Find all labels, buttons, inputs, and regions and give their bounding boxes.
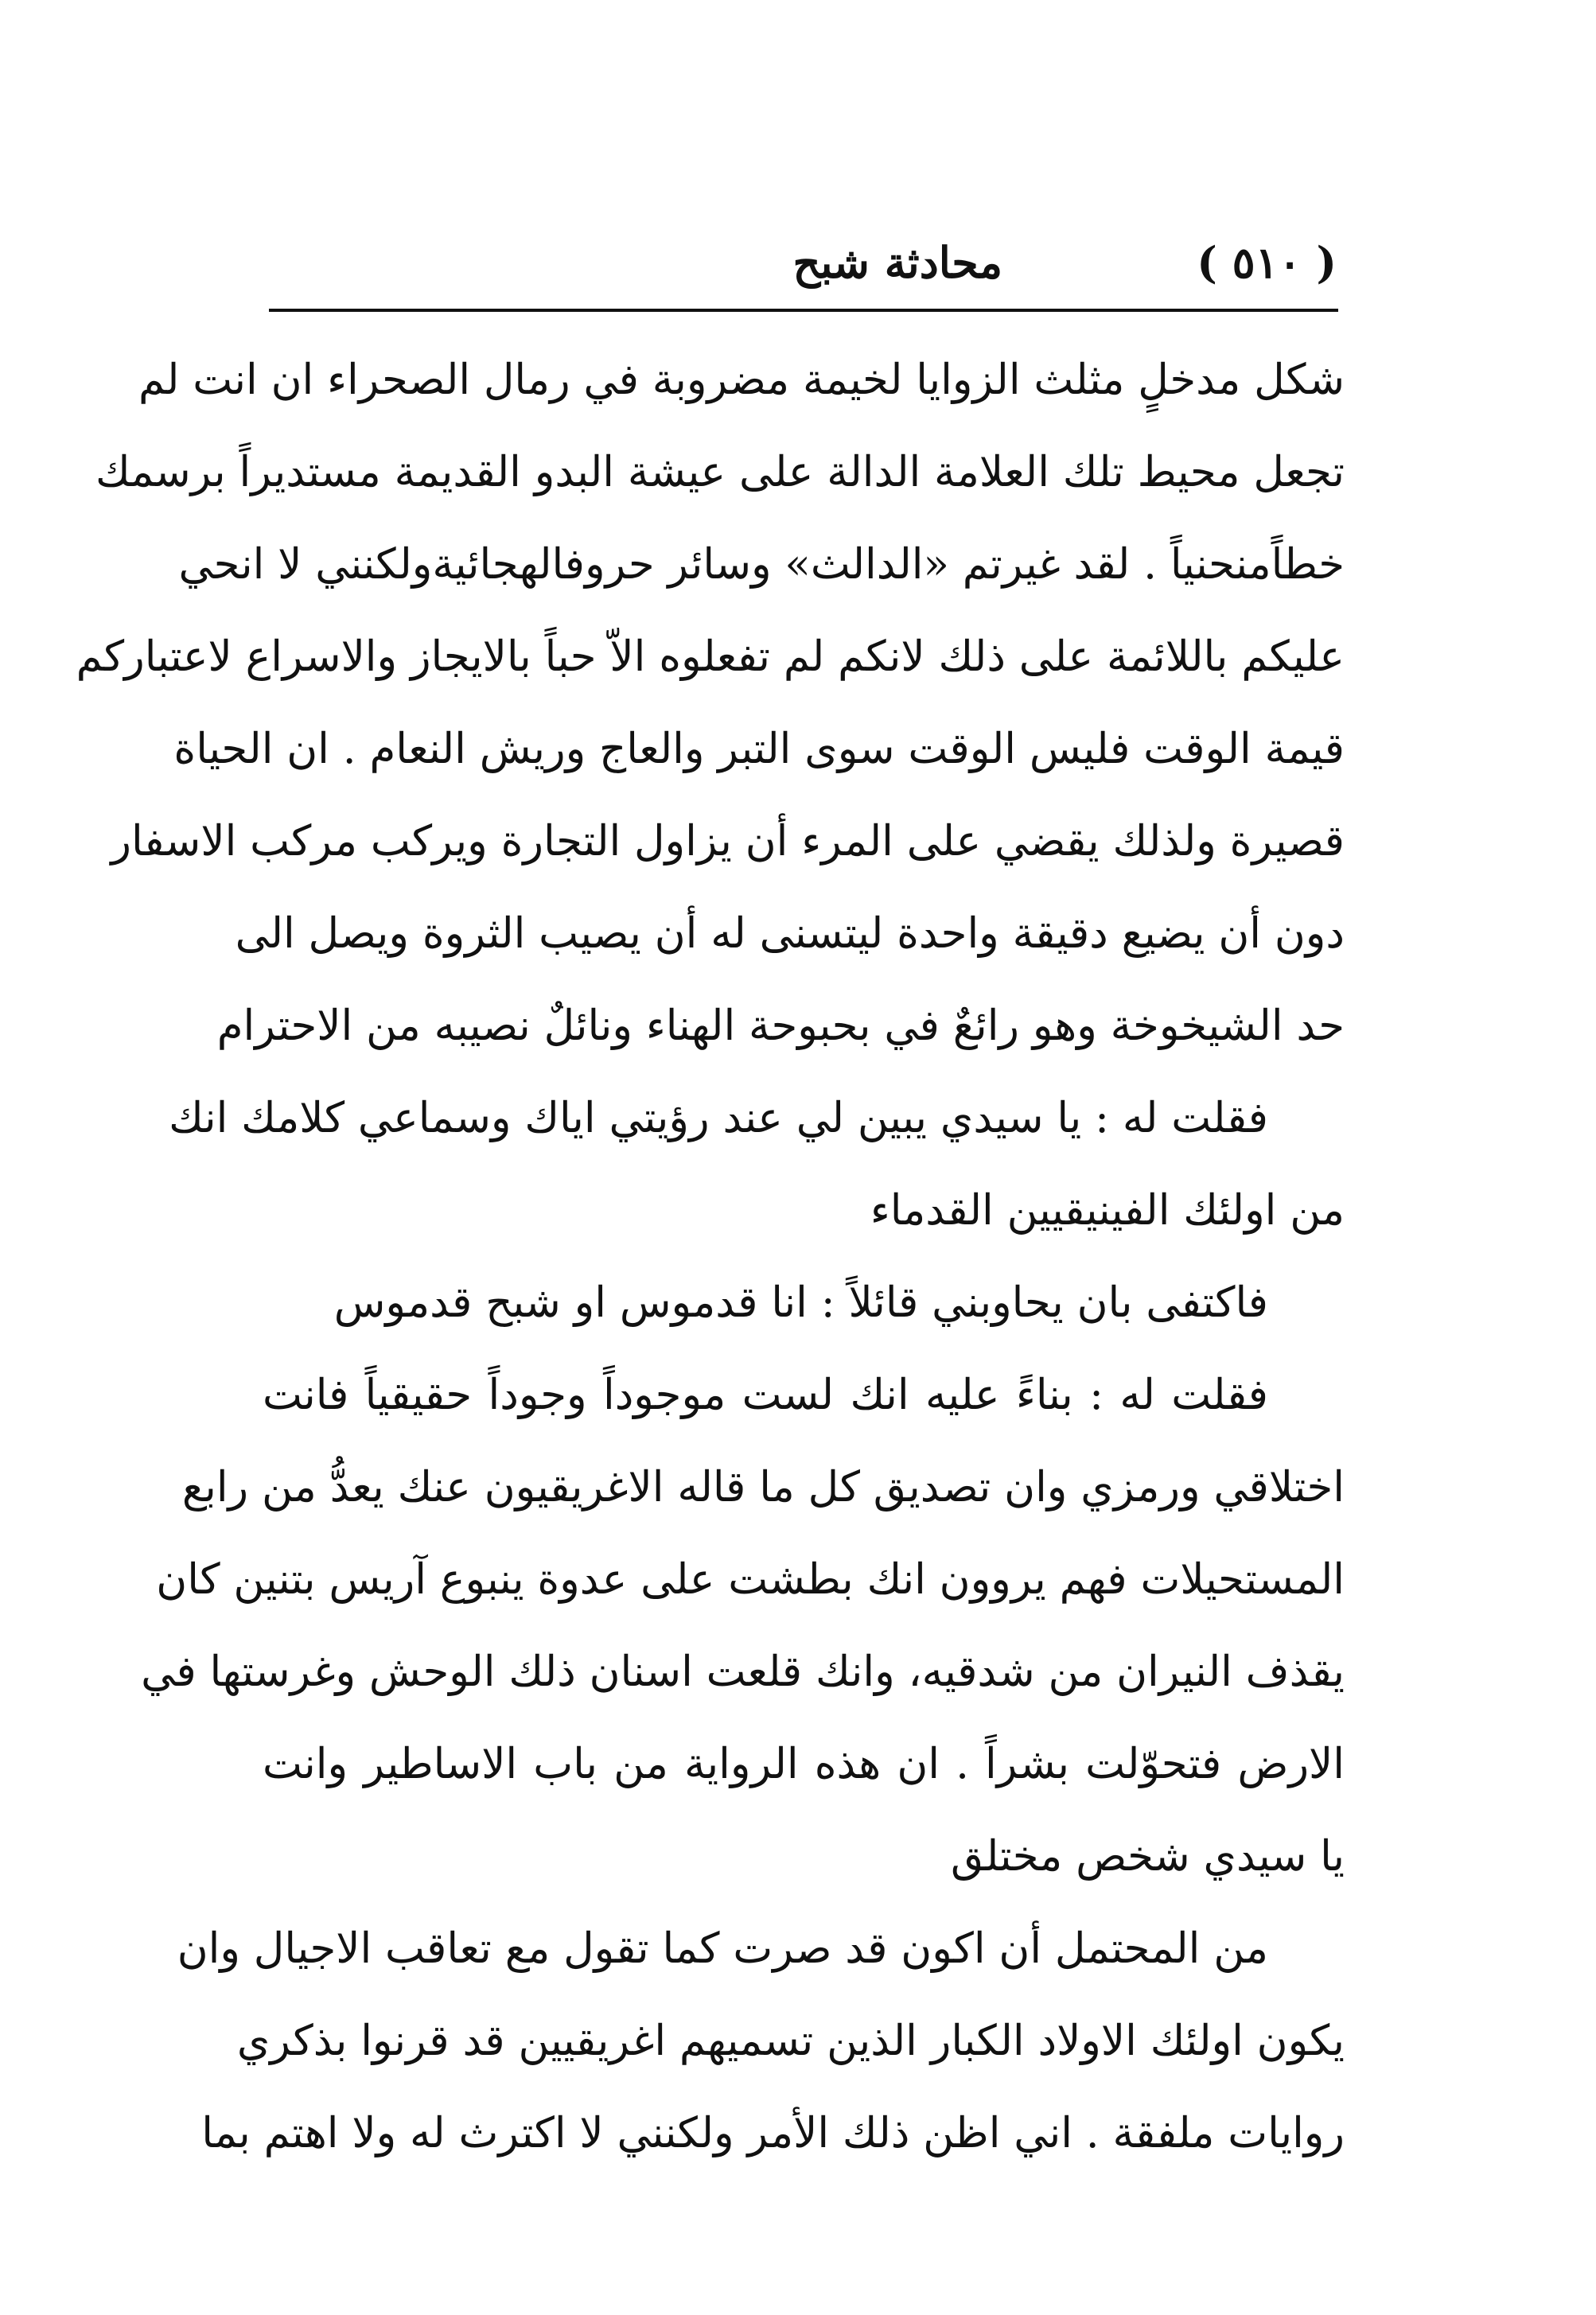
running-title: محادثة شبح — [792, 237, 1002, 288]
text-line: فقلت له : يا سيدي يبين لي عند رؤيتي اياك وسماعي كلامك انك — [169, 1094, 1268, 1142]
text-line: الارض فتحوّلت بشراً . ان هذه الرواية من باب الاساطير وانت — [263, 1740, 1345, 1788]
page-header — [271, 231, 1337, 294]
page-number: ( ٥١٠ ) — [1197, 237, 1337, 288]
body-text — [76, 334, 1345, 2180]
text-line: خطاًمنحنياً . لقد غيرتم «الدالث» وسائر حروفالهجائيةولكنني لا انحي — [178, 540, 1345, 589]
text-line: عليكم باللائمة على ذلك لانكم لم تفعلوه الاّ حباً بالايجاز والاسراع لاعتباركم — [76, 632, 1345, 681]
text-line: قيمة الوقت فليس الوقت سوى التبر والعاج وريش النعام . ان الحياة — [173, 725, 1345, 773]
text-line: اختلاقي ورمزي وان تصديق كل ما قاله الاغريقيون عنك يعدُّ من رابع — [181, 1463, 1345, 1512]
text-line: قصيرة ولذلك يقضي على المرء أن يزاول التجارة ويركب مركب الاسفار — [111, 817, 1345, 866]
text-line: تجعل محيط تلك العلامة الدالة على عيشة البدو القديمة مستديراً برسمك — [95, 448, 1345, 496]
text-line: روايات ملفقة . اني اظن ذلك الأمر ولكنني لا اكترث له ولا اهتم بما — [201, 2109, 1345, 2157]
text-line: من المحتمل أن اكون قد صرت كما تقول مع تعاقب الاجيال وان — [177, 1924, 1268, 1973]
text-line: فاكتفى بان يحاوبني قائلاً : انا قدموس او شبح قدموس — [333, 1278, 1268, 1327]
text-line: حد الشيخوخة وهو رائعٌ في بحبوحة الهناء ونائلٌ نصيبه من الاحترام — [216, 1002, 1345, 1050]
text-line: المستحيلات فهم يروون انك بطشت على عدوة ينبوع آريس بتنين كان — [156, 1555, 1345, 1604]
text-line: يا سيدي شخص مختلق — [950, 1832, 1345, 1881]
text-line: يكون اولئك الاولاد الكبار الذين تسميهم اغريقيين قد قرنوا بذكري — [236, 2017, 1345, 2065]
text-line: من اولئك الفينيقيين القدماء — [870, 1186, 1345, 1235]
header-rule — [269, 309, 1338, 312]
text-line: شكل مدخلٍ مثلث الزوايا لخيمة مضروبة في رمال الصحراء ان انت لم — [138, 356, 1345, 404]
text-line: فقلت له : بناءً عليه انك لست موجوداً وجوداً حقيقياً فانت — [263, 1371, 1268, 1419]
text-line: دون أن يضيع دقيقة واحدة ليتسنى له أن يصيب الثروة ويصل الى — [235, 909, 1345, 958]
text-line: يقذف النيران من شدقيه، وانك قلعت اسنان ذلك الوحش وغرستها في — [141, 1648, 1345, 1696]
